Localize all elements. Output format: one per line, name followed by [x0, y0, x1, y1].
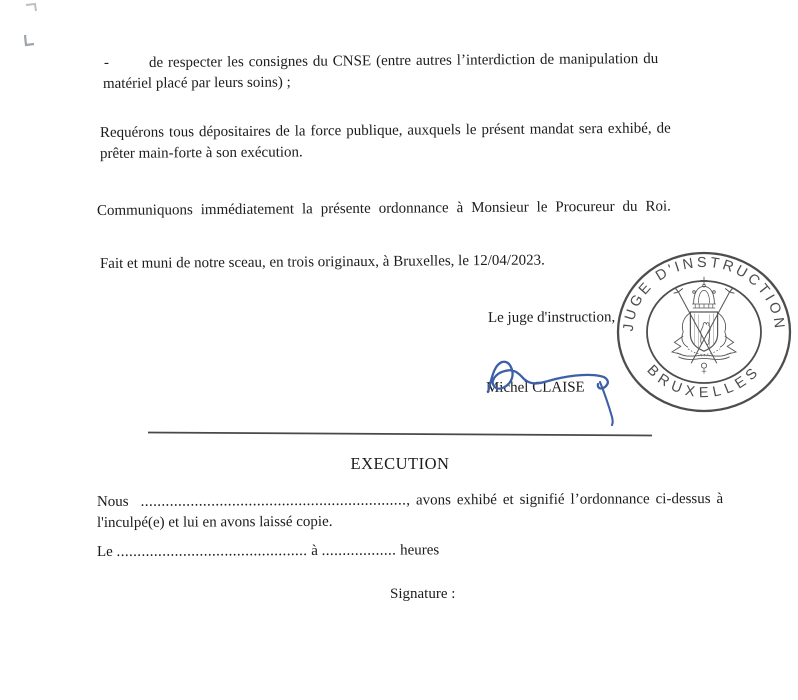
- closing-line: Fait et muni de notre sceau, en trois originaux, à Bruxelles, le 12/04/2023.: [99, 252, 545, 273]
- time-dotted-blank: ..................: [321, 542, 397, 559]
- execution-signature-label: Signature :: [390, 586, 456, 602]
- scan-artifacts: [18, 0, 44, 52]
- date-prefix: Le: [96, 543, 113, 560]
- served-suffix: , avons exhibé et signifié l’ordonnance ci-dessus à: [406, 490, 724, 509]
- communication-line: Communiquons immédiatement la présente ordonnance à Monsieur le Procureur du Roi.: [96, 198, 671, 220]
- requisition-line-2: prêter main-forte à son exécution.: [99, 144, 303, 163]
- date-dotted-blank: ..............................................: [116, 542, 308, 560]
- execution-served-line-2: l'inculpé(e) et lui en avons laissé copie.: [96, 513, 333, 531]
- served-prefix: Nous: [96, 493, 129, 511]
- stamp-arc-top-text: JUGE D'INSTRUCTION: [620, 254, 788, 333]
- execution-served-line-1: [97, 489, 723, 512]
- execution-date-line: [97, 540, 439, 562]
- execution-heading: EXECUTION: [350, 454, 450, 473]
- separator-rule: [145, 429, 657, 439]
- signatory-role: Le juge d'instruction,: [487, 309, 616, 327]
- stamp-inner-ring: [647, 281, 761, 383]
- list-item-line-2: matériel placé par leurs soins) ;: [102, 74, 291, 93]
- stamp-arc-bottom-text: BRUXELLES: [643, 362, 765, 402]
- official-stamp: [613, 250, 795, 417]
- list-item-bullet: -: [103, 54, 109, 72]
- date-suffix: heures: [400, 542, 440, 559]
- list-item-line-1: de respecter les consignes du CNSE (entre autres l’interdiction de manipulation du: [148, 51, 659, 72]
- signatory-name: Michel CLAISE: [485, 379, 585, 397]
- requisition-line-1: Requérons tous dépositaires de la force publique, auxquels le présent mandat sera exhibé, de: [99, 120, 671, 142]
- stamp-emblem: [672, 277, 736, 374]
- date-connector: à: [311, 542, 318, 559]
- served-dotted-blank: ................................................................: [140, 492, 407, 510]
